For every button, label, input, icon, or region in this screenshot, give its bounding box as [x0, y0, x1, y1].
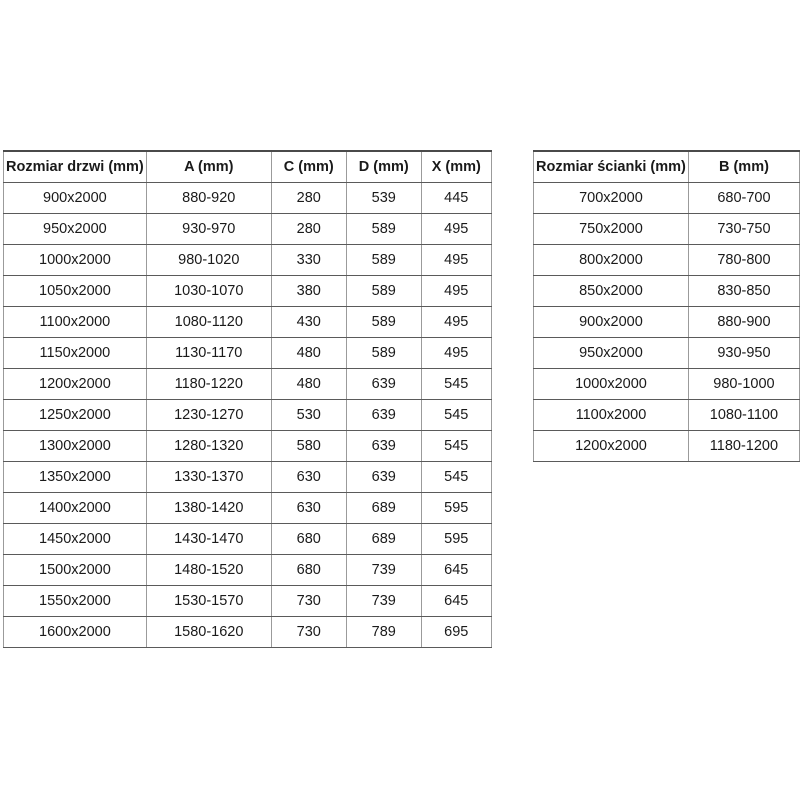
- door-sizes-table-container: [3, 150, 492, 648]
- table-cell: 1350x2000: [4, 462, 147, 493]
- table-cell: 1000x2000: [4, 245, 147, 276]
- table-cell: 1250x2000: [4, 400, 147, 431]
- table-cell: 689: [346, 524, 421, 555]
- table-cell: 589: [346, 276, 421, 307]
- table-cell: 1550x2000: [4, 586, 147, 617]
- table-cell: 495: [421, 214, 491, 245]
- table-cell: 800x2000: [534, 245, 689, 276]
- table-cell: 1580-1620: [146, 617, 271, 648]
- table-cell: 495: [421, 276, 491, 307]
- table-row: [4, 524, 492, 555]
- table-cell: 545: [421, 431, 491, 462]
- table-cell: 630: [271, 493, 346, 524]
- table-cell: 1600x2000: [4, 617, 147, 648]
- table-cell: 1500x2000: [4, 555, 147, 586]
- table-row: [4, 214, 492, 245]
- table-row: [4, 276, 492, 307]
- table-cell: 789: [346, 617, 421, 648]
- table-cell: 780-800: [688, 245, 799, 276]
- table-cell: 680: [271, 524, 346, 555]
- table-cell: 1450x2000: [4, 524, 147, 555]
- table-cell: 850x2000: [534, 276, 689, 307]
- header-row: [534, 151, 800, 183]
- table-cell: 595: [421, 493, 491, 524]
- table-cell: 380: [271, 276, 346, 307]
- table-cell: 980-1020: [146, 245, 271, 276]
- table-cell: 880-920: [146, 183, 271, 214]
- table-row: [4, 400, 492, 431]
- table-cell: 930-970: [146, 214, 271, 245]
- table-cell: 1230-1270: [146, 400, 271, 431]
- table-cell: 589: [346, 214, 421, 245]
- table-row: [4, 183, 492, 214]
- table-row: [4, 586, 492, 617]
- table-cell: 589: [346, 338, 421, 369]
- table-cell: 480: [271, 338, 346, 369]
- table-cell: 1300x2000: [4, 431, 147, 462]
- table-cell: 280: [271, 183, 346, 214]
- table-cell: 680: [271, 555, 346, 586]
- table-cell: 950x2000: [534, 338, 689, 369]
- table-row: [4, 617, 492, 648]
- column-header: B (mm): [688, 151, 799, 183]
- table-cell: 1150x2000: [4, 338, 147, 369]
- table-cell: 280: [271, 214, 346, 245]
- table-cell: 700x2000: [534, 183, 689, 214]
- table-cell: 1330-1370: [146, 462, 271, 493]
- table-cell: 495: [421, 245, 491, 276]
- table-cell: 445: [421, 183, 491, 214]
- table-cell: 545: [421, 462, 491, 493]
- header-row: [4, 151, 492, 183]
- door-sizes-table: [3, 150, 492, 648]
- table-row: [4, 431, 492, 462]
- table-cell: 639: [346, 369, 421, 400]
- table-cell: 495: [421, 338, 491, 369]
- table-row: [4, 462, 492, 493]
- table-cell: 730-750: [688, 214, 799, 245]
- table-cell: 930-950: [688, 338, 799, 369]
- table-cell: 1030-1070: [146, 276, 271, 307]
- column-header: A (mm): [146, 151, 271, 183]
- table-row: [4, 307, 492, 338]
- table-cell: 645: [421, 586, 491, 617]
- table-cell: 1130-1170: [146, 338, 271, 369]
- table-cell: 430: [271, 307, 346, 338]
- table-row: [534, 307, 800, 338]
- table-row: [534, 214, 800, 245]
- table-cell: 750x2000: [534, 214, 689, 245]
- column-header: D (mm): [346, 151, 421, 183]
- table-cell: 1100x2000: [534, 400, 689, 431]
- table-cell: 1430-1470: [146, 524, 271, 555]
- table-cell: 495: [421, 307, 491, 338]
- table-cell: 1200x2000: [4, 369, 147, 400]
- table-cell: 630: [271, 462, 346, 493]
- table-row: [534, 338, 800, 369]
- table-cell: 1280-1320: [146, 431, 271, 462]
- table-cell: 980-1000: [688, 369, 799, 400]
- table-row: [4, 493, 492, 524]
- table-row: [534, 276, 800, 307]
- column-header: Rozmiar ścianki (mm): [534, 151, 689, 183]
- table-cell: 950x2000: [4, 214, 147, 245]
- table-cell: 580: [271, 431, 346, 462]
- table-cell: 595: [421, 524, 491, 555]
- table-cell: 1400x2000: [4, 493, 147, 524]
- table-row: [534, 400, 800, 431]
- table-cell: 1080-1120: [146, 307, 271, 338]
- table-row: [4, 245, 492, 276]
- table-cell: 1180-1220: [146, 369, 271, 400]
- table-cell: 1050x2000: [4, 276, 147, 307]
- table-cell: 589: [346, 307, 421, 338]
- table-row: [4, 369, 492, 400]
- table-row: [534, 431, 800, 462]
- table-cell: 1200x2000: [534, 431, 689, 462]
- table-cell: 1080-1100: [688, 400, 799, 431]
- table-cell: 680-700: [688, 183, 799, 214]
- table-cell: 689: [346, 493, 421, 524]
- table-row: [534, 369, 800, 400]
- table-cell: 739: [346, 586, 421, 617]
- table-row: [4, 555, 492, 586]
- table-cell: 589: [346, 245, 421, 276]
- table-cell: 639: [346, 400, 421, 431]
- table-cell: 530: [271, 400, 346, 431]
- table-cell: 880-900: [688, 307, 799, 338]
- wall-sizes-table-container: [533, 150, 800, 462]
- table-cell: 539: [346, 183, 421, 214]
- table-cell: 1530-1570: [146, 586, 271, 617]
- table-cell: 1180-1200: [688, 431, 799, 462]
- table-row: [534, 183, 800, 214]
- table-cell: 730: [271, 586, 346, 617]
- table-cell: 330: [271, 245, 346, 276]
- wall-sizes-table: [533, 150, 800, 462]
- table-cell: 545: [421, 369, 491, 400]
- table-cell: 730: [271, 617, 346, 648]
- table-cell: 639: [346, 462, 421, 493]
- table-cell: 900x2000: [534, 307, 689, 338]
- table-row: [4, 338, 492, 369]
- table-cell: 639: [346, 431, 421, 462]
- table-cell: 1480-1520: [146, 555, 271, 586]
- table-cell: 739: [346, 555, 421, 586]
- table-cell: 1100x2000: [4, 307, 147, 338]
- table-cell: 830-850: [688, 276, 799, 307]
- table-cell: 900x2000: [4, 183, 147, 214]
- column-header: C (mm): [271, 151, 346, 183]
- column-header: X (mm): [421, 151, 491, 183]
- table-cell: 695: [421, 617, 491, 648]
- table-cell: 645: [421, 555, 491, 586]
- table-cell: 545: [421, 400, 491, 431]
- table-cell: 480: [271, 369, 346, 400]
- table-row: [534, 245, 800, 276]
- table-cell: 1380-1420: [146, 493, 271, 524]
- column-header: Rozmiar drzwi (mm): [4, 151, 147, 183]
- table-cell: 1000x2000: [534, 369, 689, 400]
